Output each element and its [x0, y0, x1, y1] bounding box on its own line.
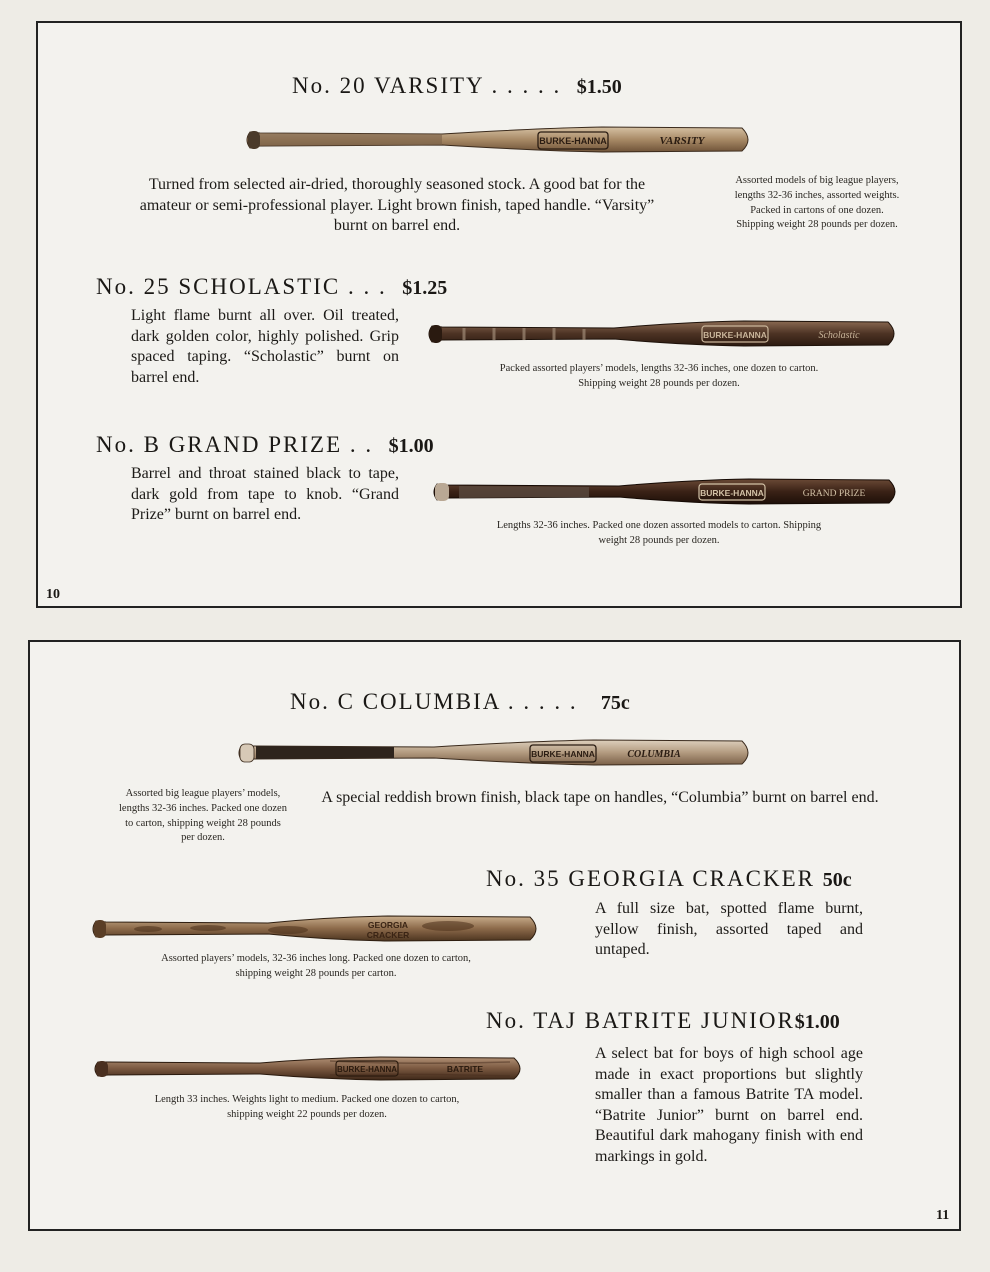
page-number: 10 [46, 587, 60, 602]
product-title-varsity: No. 20 VARSITY . . . . . $1.50 [292, 73, 622, 98]
bat-model-text: Scholastic [818, 330, 860, 341]
price-grand-prize: $1.00 [388, 435, 434, 457]
bat-model-text: COLUMBIA [627, 749, 681, 760]
bat-image-varsity [242, 120, 754, 160]
bat-image-batrite-junior [90, 1051, 526, 1087]
bat-model-text: GRAND PRIZE [802, 489, 866, 499]
price-batrite-junior: $1.00 [794, 1011, 840, 1033]
product-note-varsity: Assorted models of big league players, lengths 32-36 inches, assorted weights. Packed in cartons of one dozen. Shipping weight 28 pounds per dozen. [734, 175, 900, 231]
page-number: 11 [936, 1208, 950, 1223]
product-note-scholastic: Packed assorted players’ models, lengths 32-36 inches, one dozen to carton. Shipping weight 28 pounds per dozen. [499, 363, 819, 389]
bat-brand-text: BURKE-HANNA [539, 136, 607, 146]
bat-brand-text: BURKE-HANNA [703, 330, 767, 340]
product-description-columbia: A special reddish brown finish, black tape on handles, “Columbia” burnt on barrel end. [321, 789, 879, 806]
product-note-georgia-cracker: Assorted players’ models, 32-36 inches long. Packed one dozen to carton, shipping weight 28 pounds per carton. [161, 953, 471, 979]
bat-image-grand-prize [429, 473, 901, 511]
price-varsity: $1.50 [576, 76, 622, 98]
bat-model-text: BATRITE [446, 1064, 484, 1074]
product-title-georgia-cracker: No. 35 GEORGIA CRACKER 50c [486, 866, 852, 891]
bat-brand-text: BURKE-HANNA [700, 488, 764, 498]
bat-image-columbia [234, 733, 754, 773]
catalog-page-11 [28, 640, 961, 1231]
product-title-grand-prize: No. B GRAND PRIZE . . $1.00 [96, 432, 434, 457]
price-scholastic: $1.25 [402, 277, 448, 299]
bat-brand-text: GEORGIA [367, 920, 409, 930]
bat-brand-text: BURKE-HANNA [531, 749, 595, 759]
product-note-grand-prize: Lengths 32-36 inches. Packed one dozen assorted models to carton. Shipping weight 28 pounds per dozen. [496, 520, 822, 546]
bat-image-scholastic [424, 315, 900, 353]
product-description-varsity: Turned from selected air-dried, thoroughly seasoned stock. A good bat for the amateur or semi-professional player. Light brown finish, taped handle. “Varsity” burnt on barrel end. [139, 176, 655, 235]
bat-brand-text: BURKE-HANNA [337, 1065, 397, 1074]
catalog-page-10 [36, 21, 962, 608]
price-georgia-cracker: 50c [822, 869, 852, 891]
product-title-scholastic: No. 25 SCHOLASTIC . . . $1.25 [96, 274, 448, 299]
product-note-batrite-junior: Length 33 inches. Weights light to medium. Packed one dozen to carton, shipping weight 22 pounds per dozen. [154, 1094, 460, 1120]
product-note-columbia: Assorted big league players’ models, lengths 32-36 inches. Packed one dozen to carton, shipping weight 28 pounds per dozen. [119, 788, 287, 844]
bat-image-georgia-cracker [88, 910, 542, 948]
product-description-grand-prize: Barrel and throat stained black to tape, dark gold from tape to knob. “Grand Prize” burnt on barrel end. [131, 465, 399, 524]
product-title-columbia: No. C COLUMBIA . . . . . 75c [290, 689, 630, 714]
product-title-batrite-junior: No. TAJ BATRITE JUNIOR$1.00 [486, 1008, 840, 1033]
bat-model-text: CRACKER [366, 930, 410, 940]
product-description-scholastic: Light flame burnt all over. Oil treated, dark golden color, highly polished. Grip spaced taping. “Scholastic” burnt on barrel end. [131, 307, 399, 386]
product-description-georgia-cracker: A full size bat, spotted flame burnt, yellow finish, assorted taped and untaped. [595, 900, 863, 959]
product-description-batrite-junior: A select bat for boys of high school age made in exact proportions but slightly smaller than a famous Batrite TA model. “Batrite Junior” burnt on barrel end. Beautiful dark mahogany finish with end markings in gold. [595, 1045, 863, 1165]
bat-model-text: VARSITY [659, 135, 705, 147]
price-columbia: 75c [600, 692, 630, 714]
